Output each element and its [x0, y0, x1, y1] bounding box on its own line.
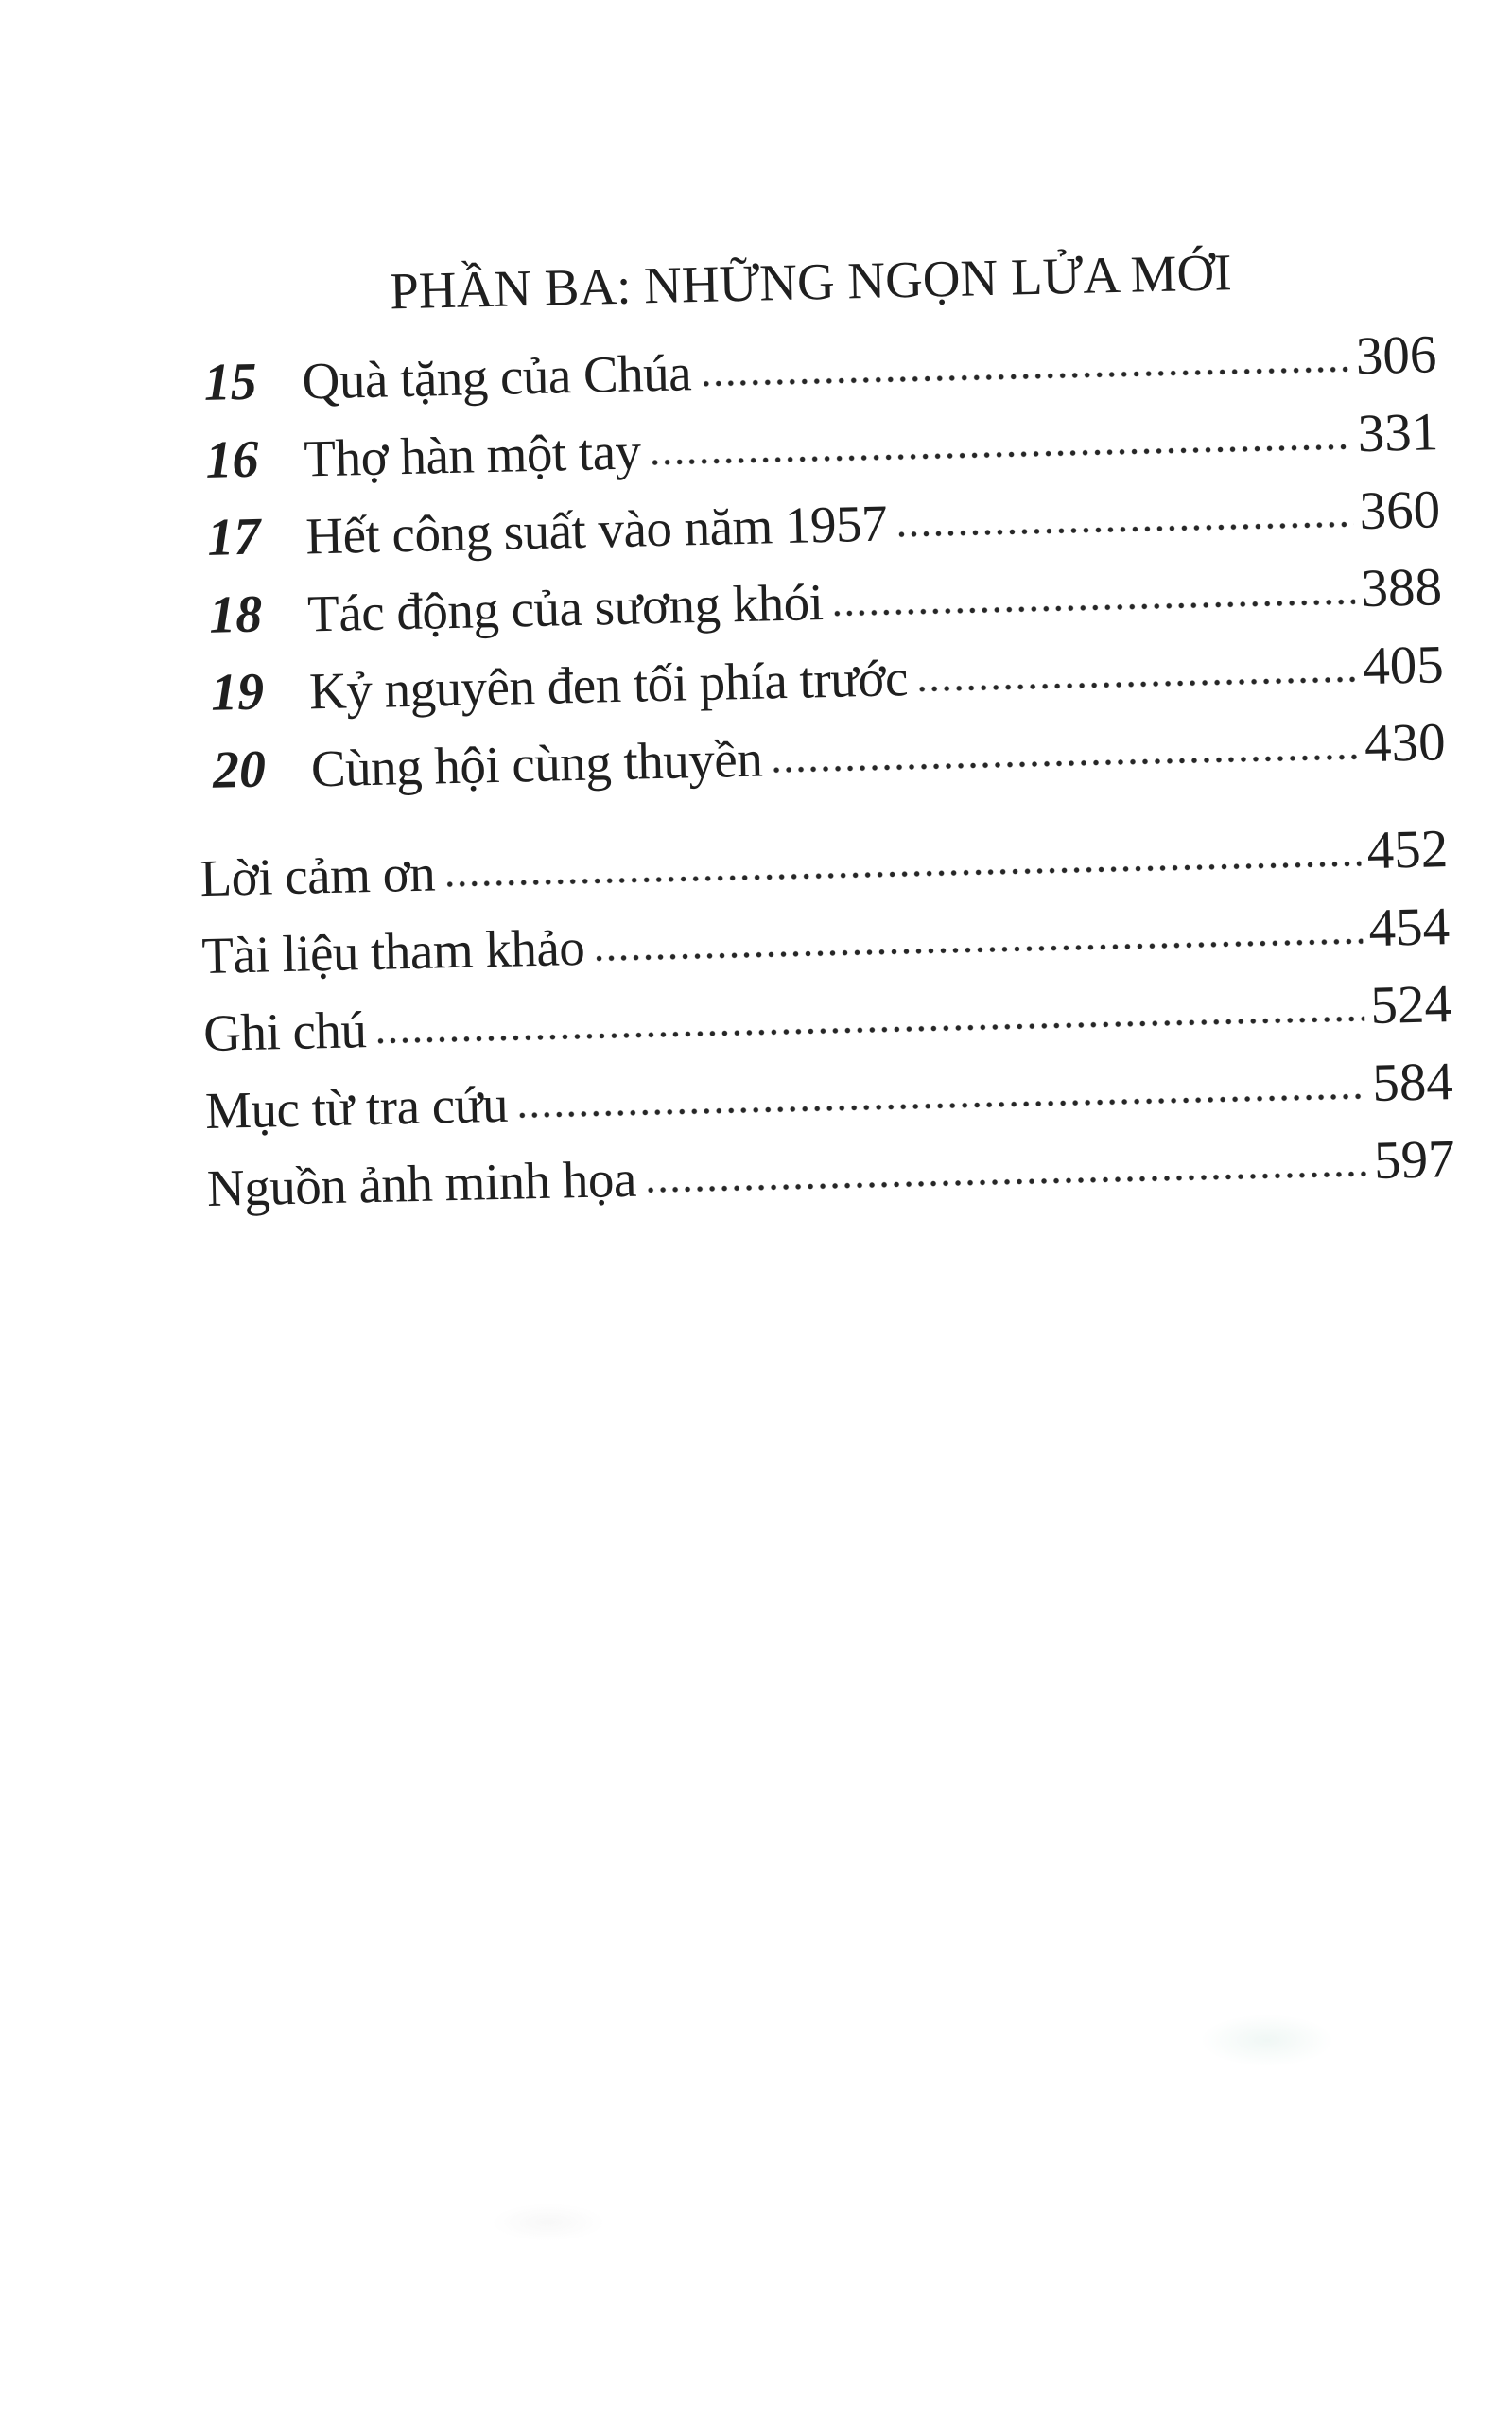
entry-title: Tài liệu tham khảo	[200, 917, 585, 984]
entry-page-number: 331	[1356, 402, 1439, 464]
entry-page-number: 430	[1364, 712, 1447, 774]
dot-leader	[648, 1170, 1368, 1193]
entry-title: Cùng hội cùng thuyền	[310, 729, 763, 798]
dot-leader	[652, 443, 1351, 466]
chapter-number: 17	[206, 507, 262, 567]
chapter-number: 20	[212, 740, 267, 800]
entry-page-number: 524	[1369, 973, 1452, 1036]
dot-leader	[835, 598, 1355, 617]
entry-page-number: 584	[1371, 1051, 1454, 1113]
chapter-number: 16	[204, 429, 260, 490]
entry-page-number: 405	[1362, 635, 1445, 697]
entry-title: Ghi chú	[202, 1001, 368, 1062]
section-header: PHẦN BA: NHỮNG NGỌN LỬA MỚI	[389, 243, 1233, 321]
entry-page-number: 360	[1358, 479, 1441, 542]
entry-title: Mục từ tra cứu	[204, 1074, 509, 1140]
chapter-number: 19	[210, 662, 265, 723]
dot-leader	[703, 365, 1349, 388]
entry-title: Thợ hàn một tay	[303, 422, 642, 488]
entry-title: Lời cảm ơn	[199, 844, 436, 907]
entry-page-number: 597	[1373, 1128, 1456, 1191]
entry-title: Quà tặng của Chúa	[301, 343, 692, 410]
dot-leader	[898, 520, 1353, 538]
entry-title: Hết công suất vào năm 1957	[304, 494, 888, 566]
chapter-number: 15	[202, 352, 258, 412]
entry-page-number: 452	[1365, 819, 1449, 880]
dot-leader	[919, 675, 1357, 692]
entry-page-number: 306	[1355, 324, 1438, 387]
entry-title: Kỷ nguyên đen tối phía trước	[308, 648, 909, 721]
entry-title: Nguồn ảnh minh họa	[206, 1149, 637, 1217]
dot-leader	[773, 753, 1358, 774]
chapter-number: 18	[208, 584, 263, 645]
entry-title: Tác động của sương khói	[306, 572, 825, 643]
chapter-list	[187, 305, 1446, 798]
back-matter-list	[199, 799, 1455, 1215]
entry-page-number: 454	[1367, 897, 1451, 958]
entry-page-number: 388	[1360, 557, 1443, 619]
